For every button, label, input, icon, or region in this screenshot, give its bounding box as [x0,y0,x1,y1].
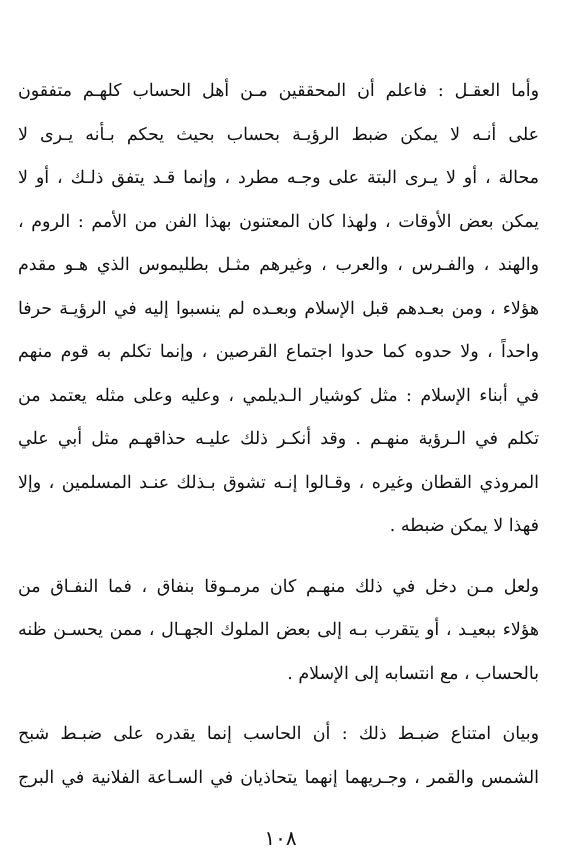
text-line: الشمس والقمر ، وجـريهما إنهما يتحاذيان في السـاعة الفلانية في البرج [18,767,539,788]
text-line: المروذي القطان وغيره ، وقـالوا إنـه تشوق بـذلك عنـد المسلمين ، وإلا [18,472,539,493]
paragraph-explanation [18,713,539,800]
text-line: في أبناء الإسلام : مثل كوشيار الـديلمي ، وعليه وعلى مثله يعتمد من [18,385,539,406]
paragraph-reason [18,70,539,549]
text-line: والهند ، والفـرس ، والعرب ، وغيرهم مثـل بطليموس الذي هـو مقدم [18,255,539,275]
text-line: على أنـه لا يمكن ضبط الرؤيـة بحساب بحيث يحكم بـأنه يـرى لا [18,124,539,145]
text-line: هؤلاء ، ومن بعـدهم قبل الإسلام وبعـده لم ينسبوا إليه في الرؤيـة حرفا [18,298,539,319]
text-line: فهذا لا يمكن ضبطه . [389,516,539,536]
text-line: بالحساب ، مع انتسابه إلى الإسلام . [287,663,539,684]
text-line: ولعل مـن دخل في ذلك منهـم كان مرمـوقا بنفاق ، فما النفـاق من [18,576,539,597]
text-line: واحداً ، ولا حدوه كما حدوا اجتماع القرصين ، وإنما تكلم به قوم منهم [18,342,539,362]
text-line: وأما العقـل : فاعلم أن المحققين مـن أهل الحساب كلهـم متفقون [18,81,539,101]
paragraph-hypocrisy [18,566,539,697]
text-line: محالة ، أو لا يـرى البتة على وجـه مطرد ، وإنما قـد يتفق ذلـك ، أو لا [18,168,539,188]
page-body [0,70,561,800]
text-line: وبيان امتناع ضبـط ذلك : أن الحاسب إنما يقدره على ضبـط شبح [18,724,539,744]
text-line: هؤلاء ببعيـد ، أو يتقرب بـه إلى بعض الملوك الجهـال ، ممن يحسـن ظنه [18,620,539,640]
page-number: ١٠٨ [264,826,297,850]
text-line: تكلم في الـرؤية منهـم . وقد أنكـر ذلك عليـه حذاقهـم مثل أبي علي [18,429,539,449]
text-line: يمكن بعض الأوقات ، ولهذا كان المعتنون بهذا الفن من الأمم : الروم ، [18,211,539,232]
